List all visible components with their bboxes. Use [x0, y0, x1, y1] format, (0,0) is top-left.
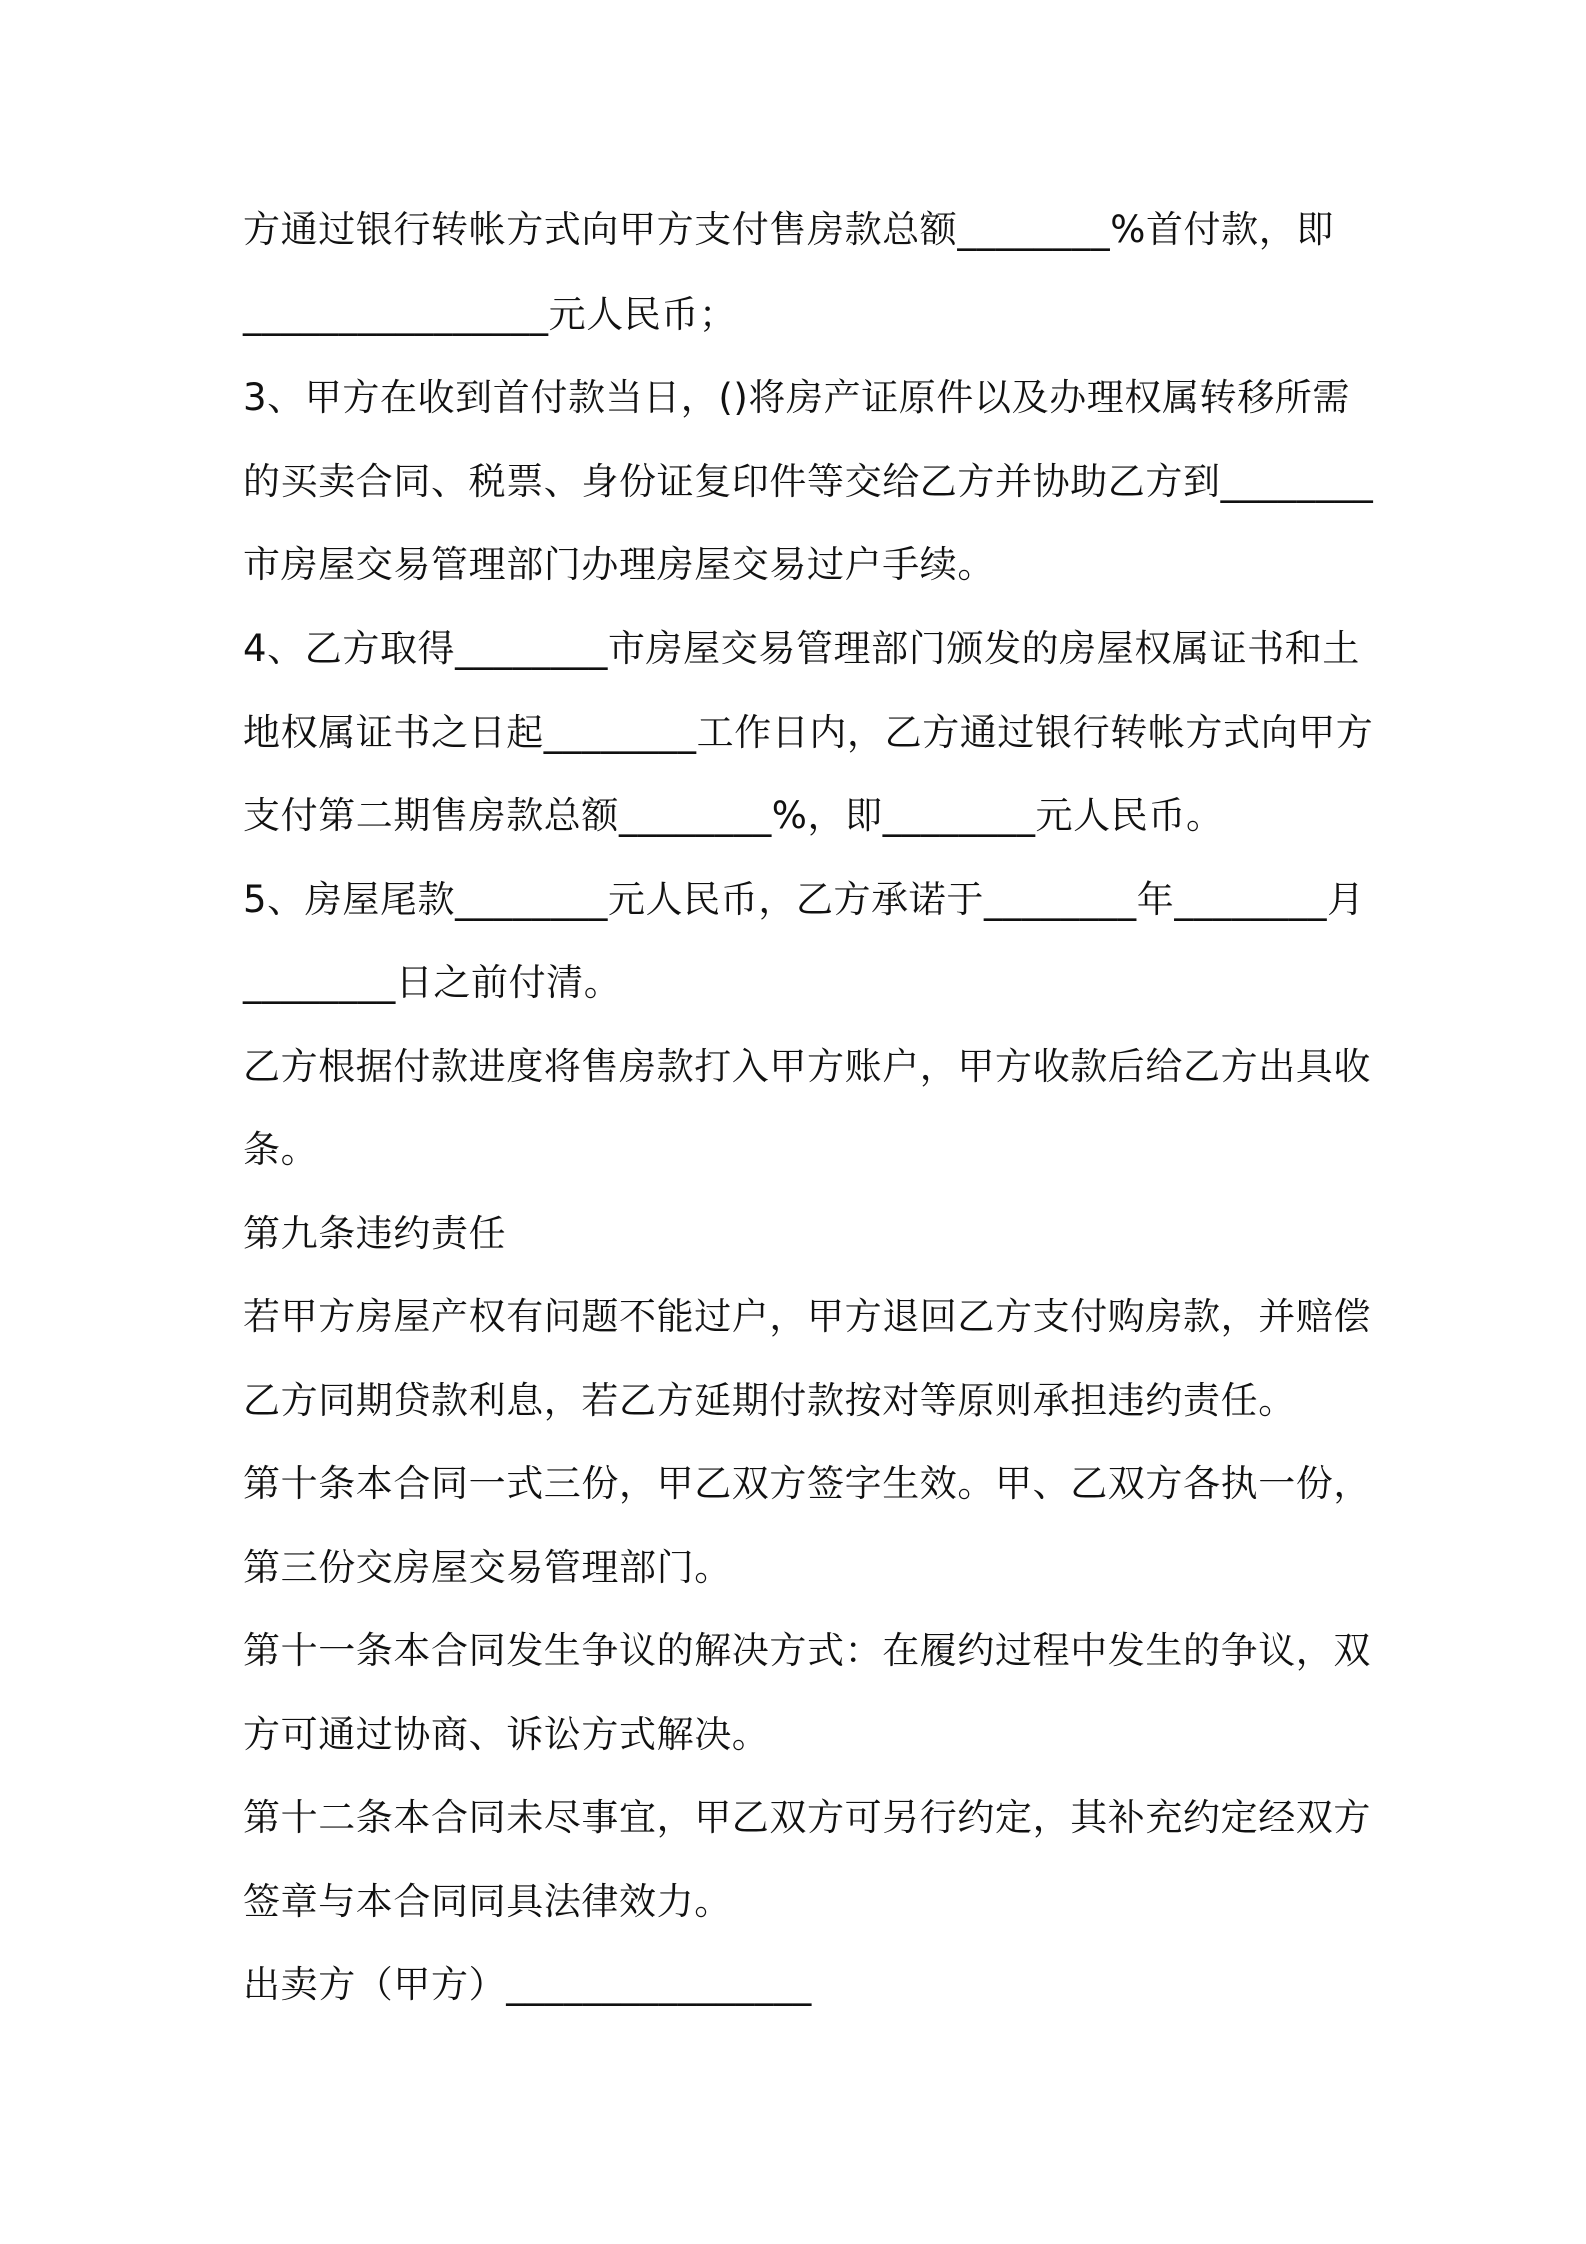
text-line: 市房屋交易管理部门办理房屋交易过户手续。 [243, 543, 995, 586]
text-line: 第十条本合同一式三份，甲乙双方签字生效。甲、乙双方各执一份， [243, 1462, 1371, 1505]
text-line: 第三份交房屋交易管理部门。 [243, 1546, 732, 1589]
text-line: ________________元人民币； [243, 293, 737, 336]
section-heading: 第九条违约责任 [243, 1212, 507, 1255]
text-line: 支付第二期售房款总额________%，即________元人民币。 [243, 794, 1224, 837]
text-line: 若甲方房屋产权有问题不能过户，甲方退回乙方支付购房款，并赔偿 [243, 1295, 1371, 1338]
text-line: ________日之前付清。 [243, 961, 622, 1004]
text-line: 乙方根据付款进度将售房款打入甲方账户，甲方收款后给乙方出具收 [243, 1045, 1371, 1088]
text-line: 条。 [243, 1128, 319, 1171]
seller-signature-line: 出卖方（甲方）________________ [243, 1963, 812, 2006]
text-line: 方可通过协商、诉讼方式解决。 [243, 1713, 770, 1756]
text-line: 乙方同期贷款利息，若乙方延期付款按对等原则承担违约责任。 [243, 1379, 1296, 1422]
text-line: 5、房屋尾款________元人民币，乙方承诺于________年________月 [243, 878, 1365, 921]
text-line: 3、甲方在收到首付款当日，()将房产证原件以及办理权属转移所需 [243, 376, 1351, 419]
text-line: 第十一条本合同发生争议的解决方式：在履约过程中发生的争议，双 [243, 1629, 1371, 1672]
text-line: 地权属证书之日起________工作日内，乙方通过银行转帐方式向甲方 [243, 711, 1374, 754]
text-line: 的买卖合同、税票、身份证复印件等交给乙方并协助乙方到________ [243, 460, 1374, 503]
text-line: 第十二条本合同未尽事宜，甲乙双方可另行约定，其补充约定经双方 [243, 1796, 1371, 1839]
text-line: 方通过银行转帐方式向甲方支付售房款总额________%首付款，即 [243, 208, 1334, 251]
text-line: 签章与本合同同具法律效力。 [243, 1880, 732, 1923]
text-line: 4、乙方取得________市房屋交易管理部门颁发的房屋权属证书和土 [243, 627, 1360, 670]
